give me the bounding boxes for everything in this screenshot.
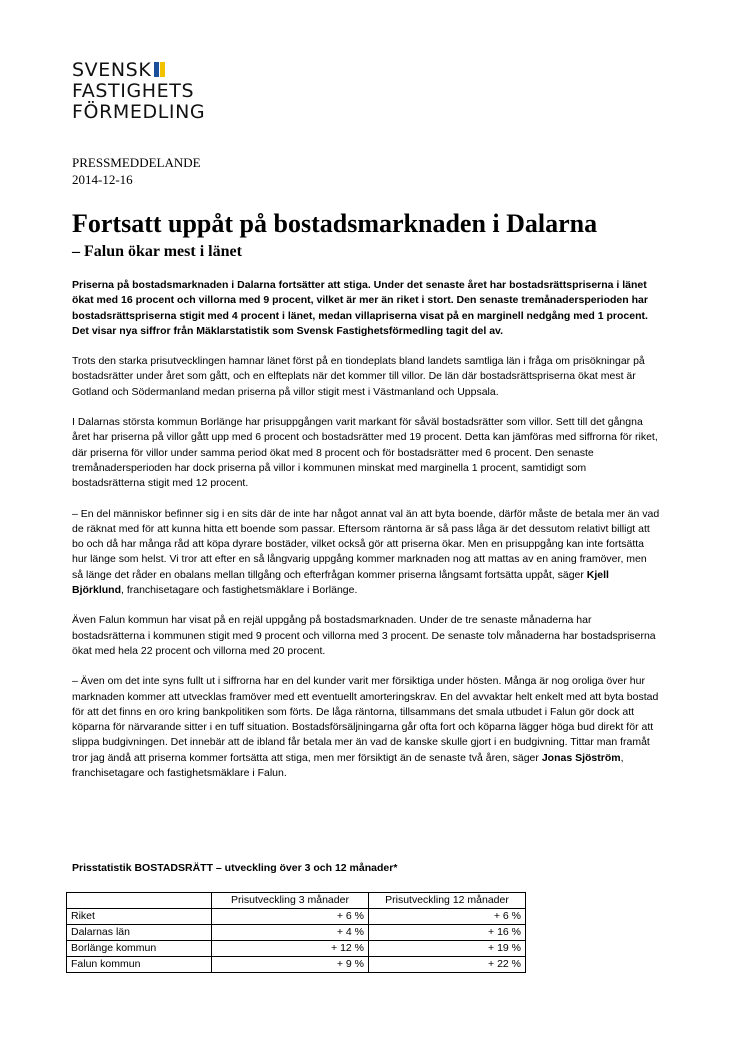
table-row [67,909,526,925]
paragraph-5 [72,674,660,781]
price-statistics-table [66,892,526,973]
press-label: PRESSMEDDELANDE [72,155,201,170]
lead-paragraph: Priserna på bostadsmarknaden i Dalarna fortsätter att stiga. Under det senaste året har bostadsrättspriserna i länet ökat med 16 procent och villorna med 9 procent, vilket är mer än riket i stort. Den senaste tremånadersperioden har bostadsrättspriserna stigit med 4 procent i länet, medan villapriserna visat på en marginell nedgång med 1 procent. Det visar nya siffror från Mäklarstatistik som Svensk Fastighetsförmedling tagit del av. [72,279,648,337]
table-cell-12m: + 19 % [369,941,526,957]
table-cell-region: Falun kommun [67,957,212,973]
flag-icon [154,62,170,77]
table-cell-region: Riket [67,909,212,925]
logo-line-2: FASTIGHETS [72,80,195,102]
table-header-cell: Prisutveckling 12 månader [369,893,526,909]
paragraph-3 [72,507,660,599]
table-header-cell: Prisutveckling 3 månader [212,893,369,909]
subheadline: – Falun ökar mest i länet [72,243,242,260]
table-header-row [67,893,526,909]
quote-text: – En del människor befinner sig i en sits där de inte har något annat val än att byta boende, därför måste de betala mer än vad de räknat med för att kunna hitta ett boende som passar. Eftersom räntorna är så pass låga är det dessutom relativt billigt att bo och då har många råd att köpa dyrare bostäder, vilket också gör att priserna ökar. Men en prisuppgång kan inte fortsätta hur länge som helst. Vi tror att efter en så långvarig uppgång kommer marknaden nog att mattas av en aning framöver, men så länge det råder en obalans mellan tillgång och efterfrågan kommer priserna långsamt fortsätta uppåt, säger [72,507,660,581]
table-cell-12m: + 16 % [369,925,526,941]
table-row [67,941,526,957]
press-date: 2014-12-16 [72,172,133,187]
quote-author: Jonas Sjöström [541,751,621,764]
headline: Fortsatt uppåt på bostadsmarknaden i Dalarna [72,209,598,238]
paragraph-1: Trots den starka prisutvecklingen hamnar länet först på en tiondeplats bland landets samtliga län i fråga om prisökningar på bostadsrätter under året som gått, och en elfteplats när det kommer till villor. De län där bostadsrättspriserna ökat mest är Gotland och Södermanland medan priserna på villor stigit mest i Västmanland och Uppsala. [72,355,645,398]
table-row [67,957,526,973]
table-cell-3m: + 6 % [212,909,369,925]
table-cell-region: Dalarnas län [67,925,212,941]
quote-author-role: , franchisetagare och fastighetsmäklare i Borlänge. [121,584,358,597]
paragraph-4: Även Falun kommun har visat på en rejäl uppgång på bostadsmarknaden. Under de tre senaste månaderna har bostadsrätterna i kommunen stigit med 9 procent och villorna med 3 procent. De senaste tolv månaderna har bostadspriserna ökat med hela 22 procent och villorna med 20 procent. [72,614,656,657]
flag-yellow-stripe [160,62,165,77]
table-cell-12m: + 22 % [369,957,526,973]
table-title: Prisstatistik BOSTADSRÄTT – utveckling över 3 och 12 månader* [72,862,398,874]
quote-author-role: , franchisetagare och fastighetsmäklare i Falun. [72,751,624,780]
table-cell-3m: + 9 % [212,957,369,973]
table-cell-3m: + 12 % [212,941,369,957]
table-cell-3m: + 4 % [212,925,369,941]
company-logo [72,60,205,123]
quote-author: Kjell Björklund [72,568,609,597]
article-body [72,278,660,796]
logo-line-3: FÖRMEDLING [72,101,206,123]
table-row [67,925,526,941]
press-header [72,154,201,188]
paragraph-2: I Dalarnas största kommun Borlänge har prisuppgången varit markant för såväl bostadsrätter som villor. Sett till det gångna året har priserna på villor gått upp med 6 procent och bostadsrätter med 19 procent. Detta kan jämföras med siffrorna för riket, där priserna för villor under samma period ökat med 8 procent och för bostadsrätter med 6 procent. Den senaste tremånadersperioden har dock priserna på villor i kommunen minskat med marginella 1 procent, samtidigt som bostadsrätterna stigit med 12 procent. [72,416,658,490]
table-cell-region: Borlänge kommun [67,941,212,957]
table-cell-12m: + 6 % [369,909,526,925]
flag-blue-stripe [154,62,159,77]
logo-line-1: SVENSK [72,59,152,81]
table-header-cell [67,893,212,909]
quote-text: – Även om det inte syns fullt ut i siffrorna har en del kunder varit mer försiktiga under hösten. Många är nog oroliga över hur marknaden kommer att utvecklas framöver med ett eventuellt amorteringskrav. En del avvaktar helt enkelt med att byta bostad för att det finns en oro kring bankpolitiken som förts. De låga räntorna, tillsammans det smala utbudet i Falun gör dock att köparna för närvarande sitter i en tuff situation. Bostadsförsäljningarna går ofta fort och köparna lägger höga bud direkt för att slippa budgivningen. Det innebär att de ibland får betala mer än vad de kanske skulle gjort i en budgivning. Tittar man framåt tror jag ändå att priserna kommer fortsätta att stiga, men mer försiktigt än de senaste två åren, säger [72,675,659,764]
